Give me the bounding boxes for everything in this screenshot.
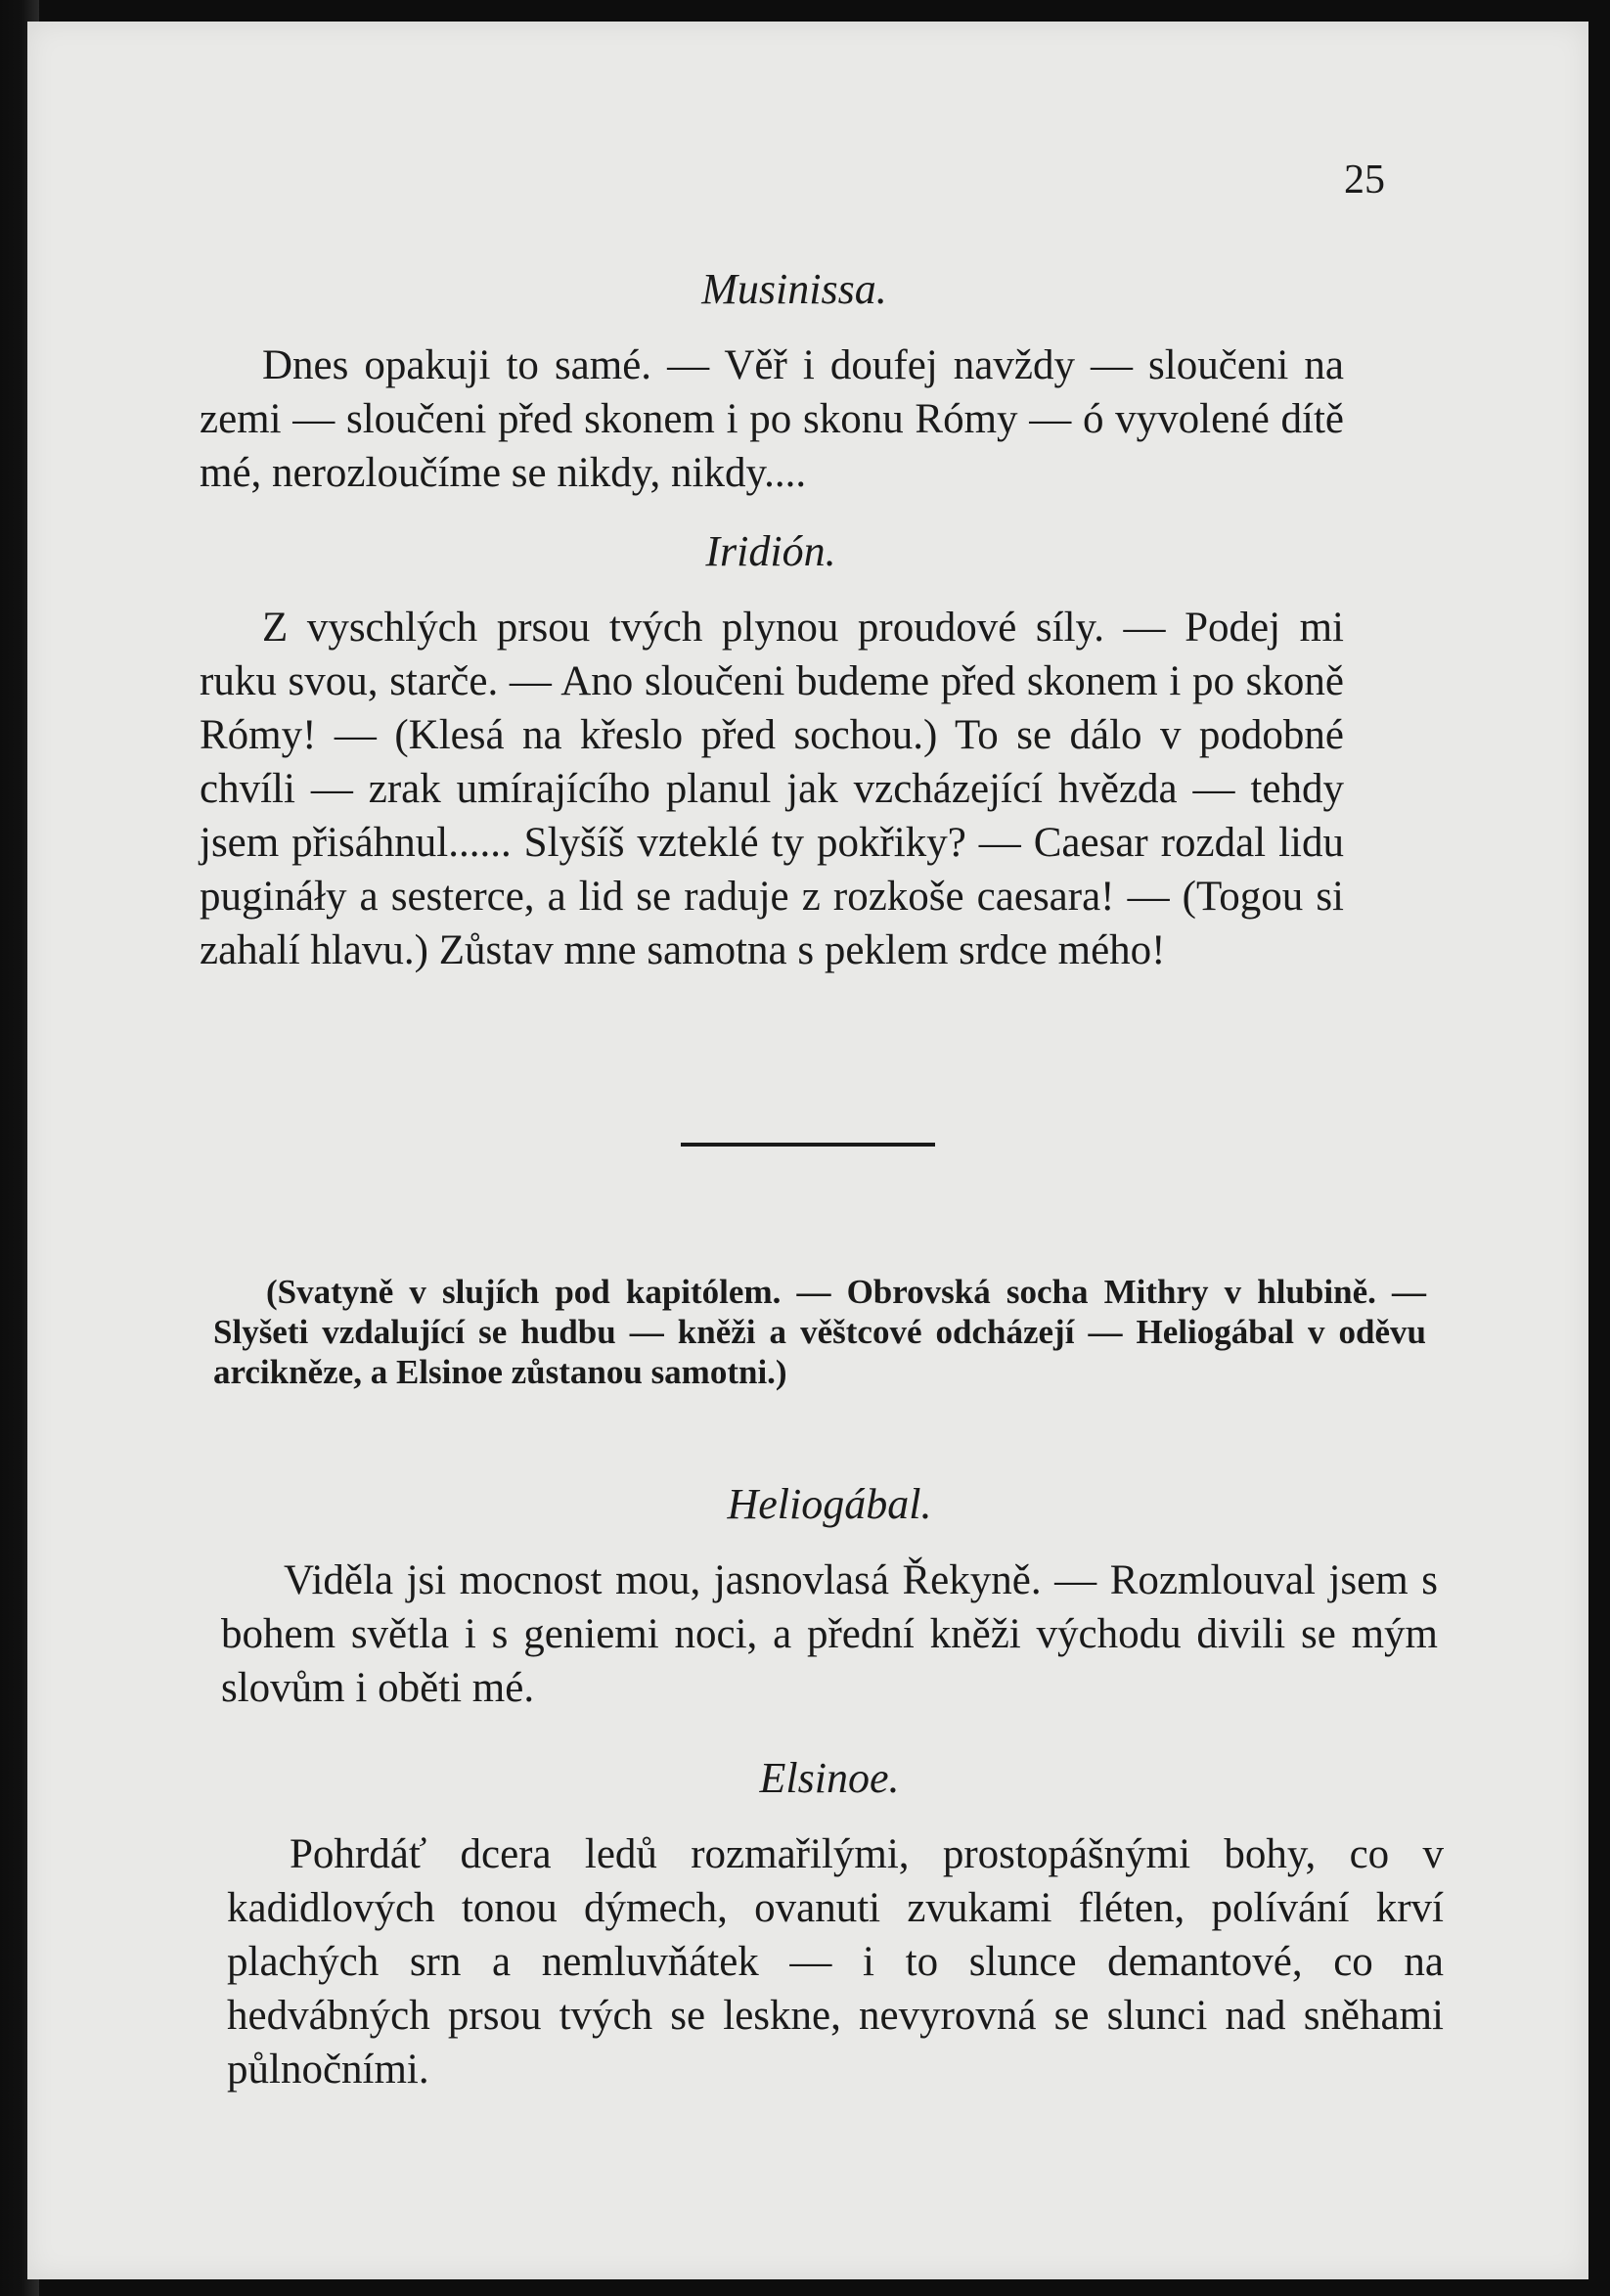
speech-musinissa	[203, 264, 1338, 314]
speaker-name: Musinissa.	[701, 265, 887, 313]
speech-text	[221, 1553, 1438, 1715]
speech-text-content: Viděla jsi mocnost mou, jasnovlasá Řekyně. — Rozmlouval jsem s bohem světla i s geniemi noci, a přední kněži východu divili se mým slovům i oběti mé.	[221, 1557, 1438, 1711]
book-page	[27, 22, 1588, 2279]
speech-text	[227, 1827, 1444, 2096]
speech-elsinoe	[223, 1753, 1436, 1803]
speaker-name: Heliogábal.	[727, 1480, 932, 1528]
speech-heliogabal	[223, 1479, 1436, 1529]
stage-direction	[213, 1272, 1426, 1392]
speech-text	[200, 338, 1344, 500]
speaker-name: Iridión.	[705, 527, 836, 575]
speech-text-content: Z vyschlých prsou tvých plynou proudové síly. — Podej mi ruku svou, starče. — Ano sloučeni budeme před skonem i po skoně Rómy! — (Klesá na křeslo před sochou.) To se dálo v podobné chvíli — zrak umírajícího planul jak vzcházející hvězda — tehdy jsem přisáhnul...... Slyšíš vzteklé ty pokřiky? — Caesar rozdal lidu pugináły a sesterce, a lid se raduje z rozkoše caesara! — (Togou si zahalí hlavu.) Zůstav mne samotna s peklem srdce mého!	[200, 605, 1344, 973]
page-number: 25	[1344, 158, 1385, 203]
speech-text-content: Pohrdáť dcera ledů rozmařilými, prostopášnými bohy, co v kadidlových tonou dýmech, ovanuti zvukami fléten, polívání krví plachých srn a nemluvňátek — i to slunce demantové, co na hedvábných prsou tvých se leskne, nevyrovná se slunci nad sněhami půlnočními.	[227, 1831, 1444, 2093]
speech-text-content: Dnes opakuji to samé. — Věř i doufej navždy — sloučeni na zemi — sloučeni před skonem i po skonu Rómy — ó vyvolené dítě mé, nerozloučíme se nikdy, nikdy....	[200, 342, 1344, 496]
speech-iridion	[203, 526, 1338, 576]
speech-text	[200, 601, 1344, 977]
section-divider	[681, 1143, 935, 1147]
stage-direction-text: (Svatyně v slujích pod kapitólem. — Obrovská socha Mithry v hlubině. — Slyšeti vzdalující se hudbu — kněži a věštcové odcházejí — Heliogábal v oděvu arcikněze, a Elsinoe zůstanou samotni.)	[213, 1273, 1426, 1391]
speaker-name: Elsinoe.	[759, 1754, 900, 1802]
